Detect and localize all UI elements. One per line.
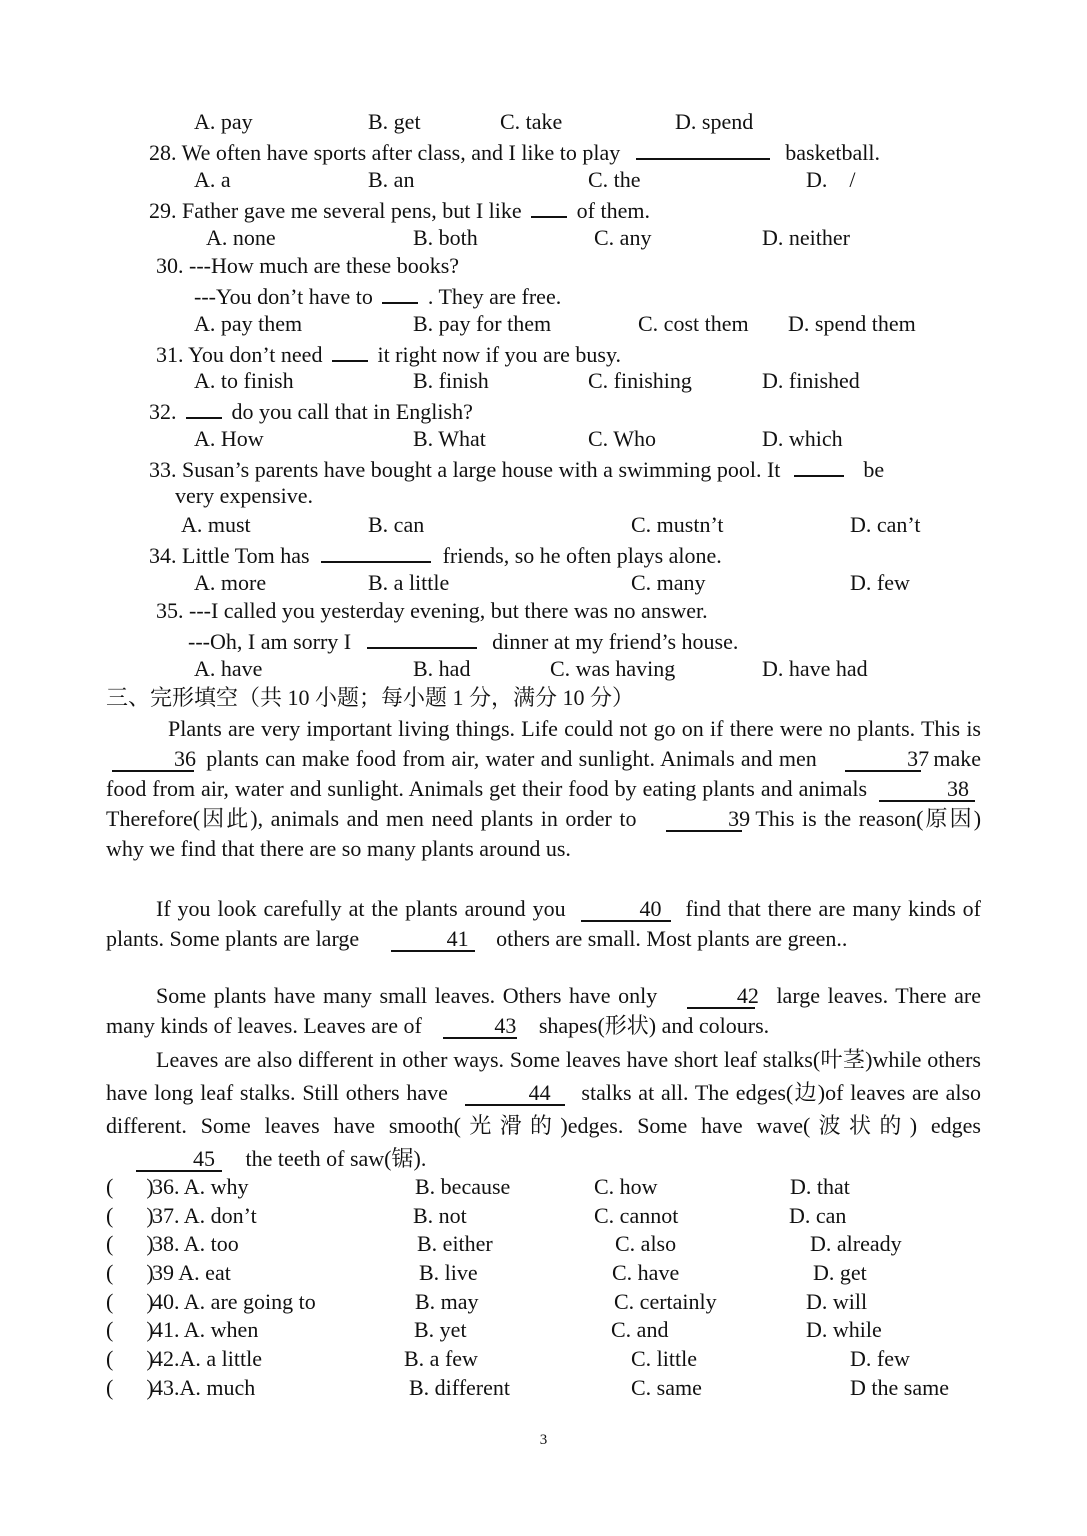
cloze-item-43-d: D the same xyxy=(850,1375,949,1400)
q31-option-a: A. to finish xyxy=(194,368,294,393)
q34-option-d: D. few xyxy=(850,570,910,595)
q28-option-d: D. / xyxy=(806,167,856,192)
answer-blank xyxy=(367,627,477,649)
cloze-item-41-a: 41. A. when xyxy=(152,1317,259,1342)
q28-option-a: A. a xyxy=(194,167,231,192)
cloze-blank-40: 40 xyxy=(581,898,671,922)
cloze-item-40-a: 40. A. are going to xyxy=(152,1289,316,1314)
cloze-item-43-c: C. same xyxy=(631,1375,702,1400)
q30-line2: ---You don’t have to . They are free. xyxy=(194,284,562,309)
cloze-item-36-b: B. because xyxy=(415,1174,511,1199)
q27-option-a: A. pay xyxy=(194,109,253,134)
q35-option-d: D. have had xyxy=(762,656,868,681)
cloze-blank-44: 44 xyxy=(465,1082,565,1106)
passage-paragraph-3: Some plants have many small leaves. Others have only 42 large leaves. There are many kinds of leaves. Leaves are of 43 shapes(形状) and colours. xyxy=(106,983,982,1038)
page-number: 3 xyxy=(539,1432,548,1448)
cloze-item-36-c: C. how xyxy=(594,1174,658,1199)
q31-option-b: B. finish xyxy=(413,368,489,393)
q28-option-c: C. the xyxy=(588,167,641,192)
q27-option-d: D. spend xyxy=(675,109,754,134)
q30-option-b: B. pay for them xyxy=(413,311,552,336)
q35-line1: 35. ---I called you yesterday evening, but there was no answer. xyxy=(156,598,708,623)
q30-option-a: A. pay them xyxy=(194,311,303,336)
cloze-blank-42: 42 xyxy=(687,985,755,1009)
cloze-item-43-b: B. different xyxy=(409,1375,511,1400)
cloze-item-38-d: D. already xyxy=(810,1231,902,1256)
answer-blank xyxy=(531,196,567,218)
q34-stem: 34. Little Tom has friends, so he often plays alone. xyxy=(149,543,722,568)
q29-stem: 29. Father gave me several pens, but I like of them. xyxy=(149,198,650,223)
q29-option-a: A. none xyxy=(206,225,276,250)
cloze-item-36-d: D. that xyxy=(790,1174,850,1199)
cloze-item-42-b: B. a few xyxy=(404,1346,478,1371)
cloze-item-37-d: D. can xyxy=(789,1203,847,1228)
answer-paren: ( ) xyxy=(106,1260,154,1285)
answer-paren: ( ) xyxy=(106,1203,154,1228)
q30-option-c: C. cost them xyxy=(638,311,749,336)
cloze-blank-45: 45 xyxy=(136,1148,222,1172)
cloze-item-40-d: D. will xyxy=(806,1289,868,1314)
cloze-item-37-c: C. cannot xyxy=(594,1203,679,1228)
cloze-item-37-a: 37. A. don’t xyxy=(152,1203,257,1228)
q32-option-a: A. How xyxy=(194,426,264,451)
cloze-item-41-d: D. while xyxy=(806,1317,882,1342)
answer-paren: ( ) xyxy=(106,1375,154,1400)
passage-paragraph-2: If you look carefully at the plants around you 40 find that there are many kinds of plants. Some plants are large 41 others are small. Most plants are green.. xyxy=(106,896,982,951)
cloze-item-37-b: B. not xyxy=(413,1203,467,1228)
answer-paren: ( ) xyxy=(106,1174,154,1199)
cloze-item-39-c: C. have xyxy=(612,1260,680,1285)
q29-option-b: B. both xyxy=(413,225,478,250)
q32-option-c: C. Who xyxy=(588,426,657,451)
q28-option-b: B. an xyxy=(368,167,415,192)
q27-option-c: C. take xyxy=(500,109,563,134)
answer-paren: ( ) xyxy=(106,1346,154,1371)
q31-stem: 31. You don’t need it right now if you are busy. xyxy=(156,342,622,367)
cloze-item-43-a: 43.A. much xyxy=(152,1375,256,1400)
q35-option-b: B. had xyxy=(413,656,471,681)
cloze-item-38-a: 38. A. too xyxy=(152,1231,239,1256)
q33-option-a: A. must xyxy=(181,512,251,537)
q29-option-d: D. neither xyxy=(762,225,850,250)
answer-blank xyxy=(382,282,418,304)
cloze-blank-38: 38 xyxy=(879,778,975,802)
q29-option-c: C. any xyxy=(594,225,652,250)
q27-option-b: B. get xyxy=(368,109,421,134)
q33-continuation: very expensive. xyxy=(175,483,314,508)
q35-option-a: A. have xyxy=(194,656,263,681)
q34-option-a: A. more xyxy=(194,570,267,595)
q35-line2: ---Oh, I am sorry I dinner at my friend’s house. xyxy=(188,629,739,654)
answer-blank xyxy=(636,138,770,160)
q30-line1: 30. ---How much are these books? xyxy=(156,253,460,278)
answer-blank xyxy=(321,541,431,563)
answer-paren: ( ) xyxy=(106,1317,154,1342)
q33-option-d: D. can’t xyxy=(850,512,921,537)
cloze-item-39-a: 39 A. eat xyxy=(152,1260,231,1285)
q31-option-c: C. finishing xyxy=(588,368,692,393)
q34-option-c: C. many xyxy=(631,570,706,595)
answer-paren: ( ) xyxy=(106,1231,154,1256)
cloze-item-41-b: B. yet xyxy=(414,1317,467,1342)
cloze-item-42-a: 42.A. a little xyxy=(152,1346,262,1371)
q33-option-b: B. can xyxy=(368,512,425,537)
passage-paragraph-1: Plants are very important living things. Life could not go on if there were no plants. This is 36 plants can make food from air, water and sunlight. Animals and men 37 make food from air, water and sunlight. Animals get their food by eating plants and animals 38 Therefore(因此), animals and men need plants in order to 39 This is the reason(原因) why we find that there are so many plants around us. xyxy=(106,716,982,861)
cloze-item-36-a: 36. A. why xyxy=(152,1174,249,1199)
cloze-item-42-c: C. little xyxy=(631,1346,697,1371)
answer-blank xyxy=(794,455,844,477)
q32-stem: 32. do you call that in English? xyxy=(149,399,473,424)
q31-option-d: D. finished xyxy=(762,368,860,393)
cloze-blank-37: 37 xyxy=(845,748,921,772)
cloze-blank-41: 41 xyxy=(391,928,475,952)
cloze-item-39-d: D. get xyxy=(813,1260,867,1285)
q33-option-c: C. mustn’t xyxy=(631,512,724,537)
cloze-item-40-c: C. certainly xyxy=(614,1289,717,1314)
q35-option-c: C. was having xyxy=(550,656,676,681)
q33-stem: 33. Susan’s parents have bought a large house with a swimming pool. It be xyxy=(149,457,885,482)
q30-option-d: D. spend them xyxy=(788,311,916,336)
cloze-blank-39: 39 xyxy=(666,808,742,832)
answer-blank xyxy=(186,397,222,419)
answer-blank xyxy=(332,340,368,362)
cloze-item-42-d: D. few xyxy=(850,1346,910,1371)
cloze-blank-43: 43 xyxy=(443,1015,517,1039)
answer-paren: ( ) xyxy=(106,1289,154,1314)
q28-stem: 28. We often have sports after class, and I like to play basketball. xyxy=(149,140,880,165)
cloze-item-41-c: C. and xyxy=(611,1317,669,1342)
section-title: 三、完形填空（共 10 小题；每小题 1 分，满分 10 分） xyxy=(106,685,635,710)
q34-option-b: B. a little xyxy=(368,570,450,595)
passage-paragraph-4: Leaves are also different in other ways. Some leaves have short leaf stalks(叶茎)while others have long leaf stalks. Still others have 44 stalks at all. The edges(边)of leaves are also different. Some leaves have smooth(光滑的)edges. Some have wave(波状的) edges 45 the teeth of saw(锯). xyxy=(106,1047,982,1171)
q32-option-b: B. What xyxy=(413,426,486,451)
q32-option-d: D. which xyxy=(762,426,843,451)
cloze-item-40-b: B. may xyxy=(415,1289,479,1314)
cloze-item-38-c: C. also xyxy=(615,1231,677,1256)
cloze-item-39-b: B. live xyxy=(419,1260,478,1285)
cloze-blank-36: 36 xyxy=(112,748,194,772)
cloze-item-38-b: B. either xyxy=(417,1231,493,1256)
